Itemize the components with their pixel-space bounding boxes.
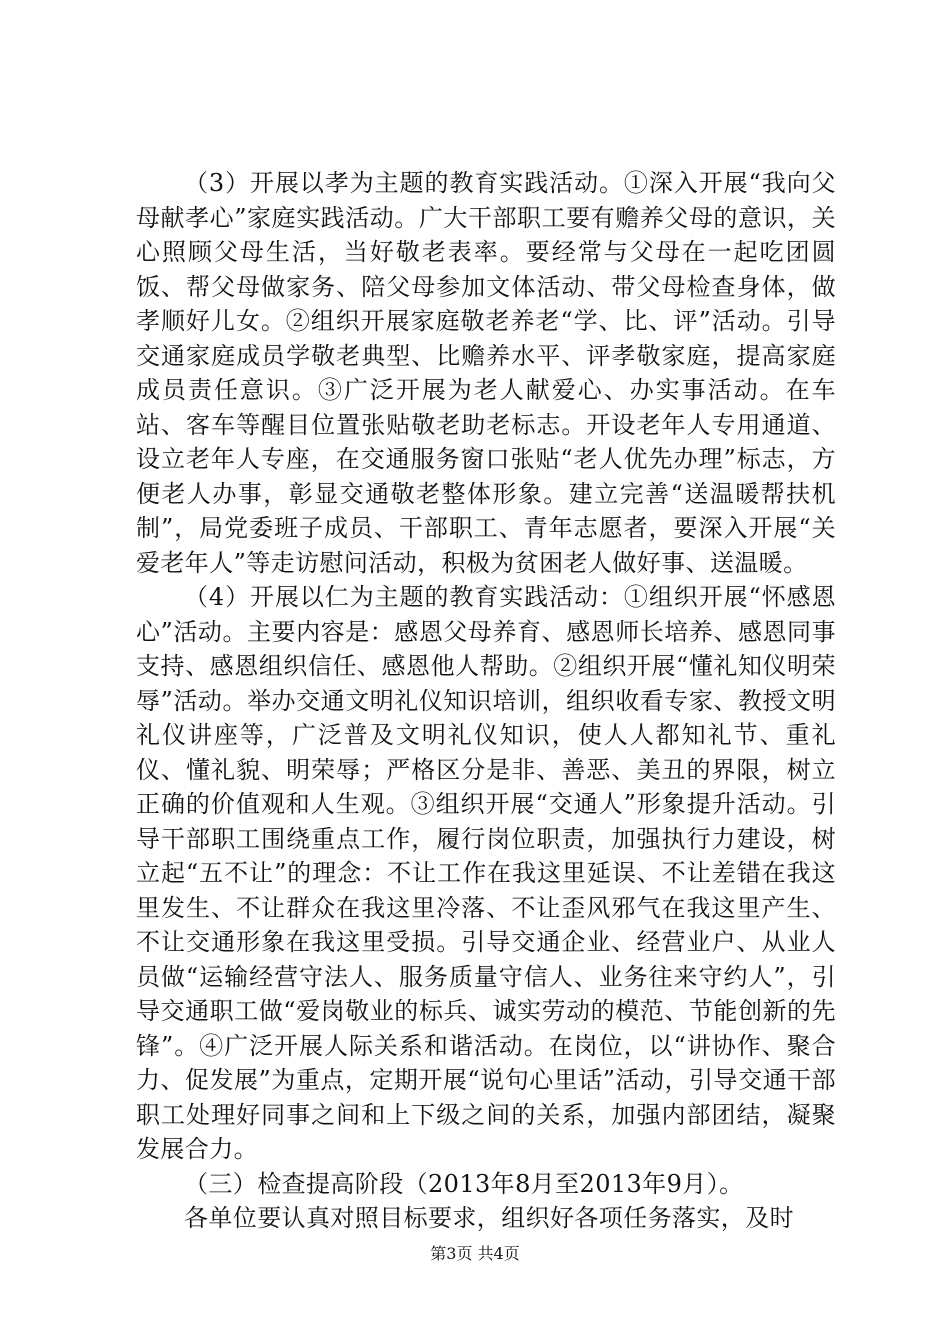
- paragraph-inspection-stage-heading: （三）检查提高阶段（2013年8月至2013年9月）。: [184, 1169, 744, 1198]
- paragraph-inspection-stage-body: 各单位要认真对照目标要求，组织好各项任务落实，及时: [184, 1204, 794, 1232]
- document-body: [136, 166, 836, 1236]
- paragraph-benevolence-activities: （4）开展以仁为主题的教育实践活动：①组织开展“怀感恩心”活动。主要内容是：感恩父母养育、感恩师长培养、感恩同事支持、感恩组织信任、感恩他人帮助。②组织开展“懂礼知仪明荣辱”活动。举办交通文明礼仪知识培训，组织收看专家、教授文明礼仪讲座等，广泛普及文明礼仪知识，使人人都知礼节、重礼仪、懂礼貌、明荣辱；严格区分是非、善恶、美丑的界限，树立正确的价值观和人生观。③组织开展“交通人”形象提升活动。引导干部职工围绕重点工作，履行岗位职责，加强执行力建设，树立起“五不让”的理念：不让工作在我这里延误、不让差错在我这里发生、不让群众在我这里冷落、不让歪风邪气在我这里产生、不让交通形象在我这里受损。引导交通企业、经营业户、从业人员做“运输经营守法人、服务质量守信人、业务往来守约人”，引导交通职工做“爱岗敬业的标兵、诚实劳动的模范、节能创新的先锋”。④广泛开展人际关系和谐活动。在岗位，以“讲协作、聚合力、促发展”为重点，定期开展“说句心里话”活动，引导交通干部职工处理好同事之间和上下级之间的关系，加强内部团结，凝聚发展合力。: [136, 583, 836, 1163]
- paragraph-filial-piety-activities: （3）开展以孝为主题的教育实践活动。①深入开展“我向父母献孝心”家庭实践活动。广大干部职工要有赡养父母的意识，关心照顾父母生活，当好敬老表率。要经常与父母在一起吃团圆饭、帮父母做家务、陪父母参加文体活动、带父母检查身体，做孝顺好儿女。②组织开展家庭敬老养老“学、比、评”活动。引导交通家庭成员学敬老典型、比赡养水平、评孝敬家庭，提高家庭成员责任意识。③广泛开展为老人献爱心、办实事活动。在车站、客车等醒目位置张贴敬老助老标志。开设老年人专用通道、设立老年人专座，在交通服务窗口张贴“老人优先办理”标志，方便老人办事，彰显交通敬老整体形象。建立完善“送温暖帮扶机制”，局党委班子成员、干部职工、青年志愿者，要深入开展“关爱老年人”等走访慰问活动，积极为贫困老人做好事、送温暖。: [136, 169, 836, 577]
- page-number-footer: 第3页 共4页: [430, 1244, 520, 1263]
